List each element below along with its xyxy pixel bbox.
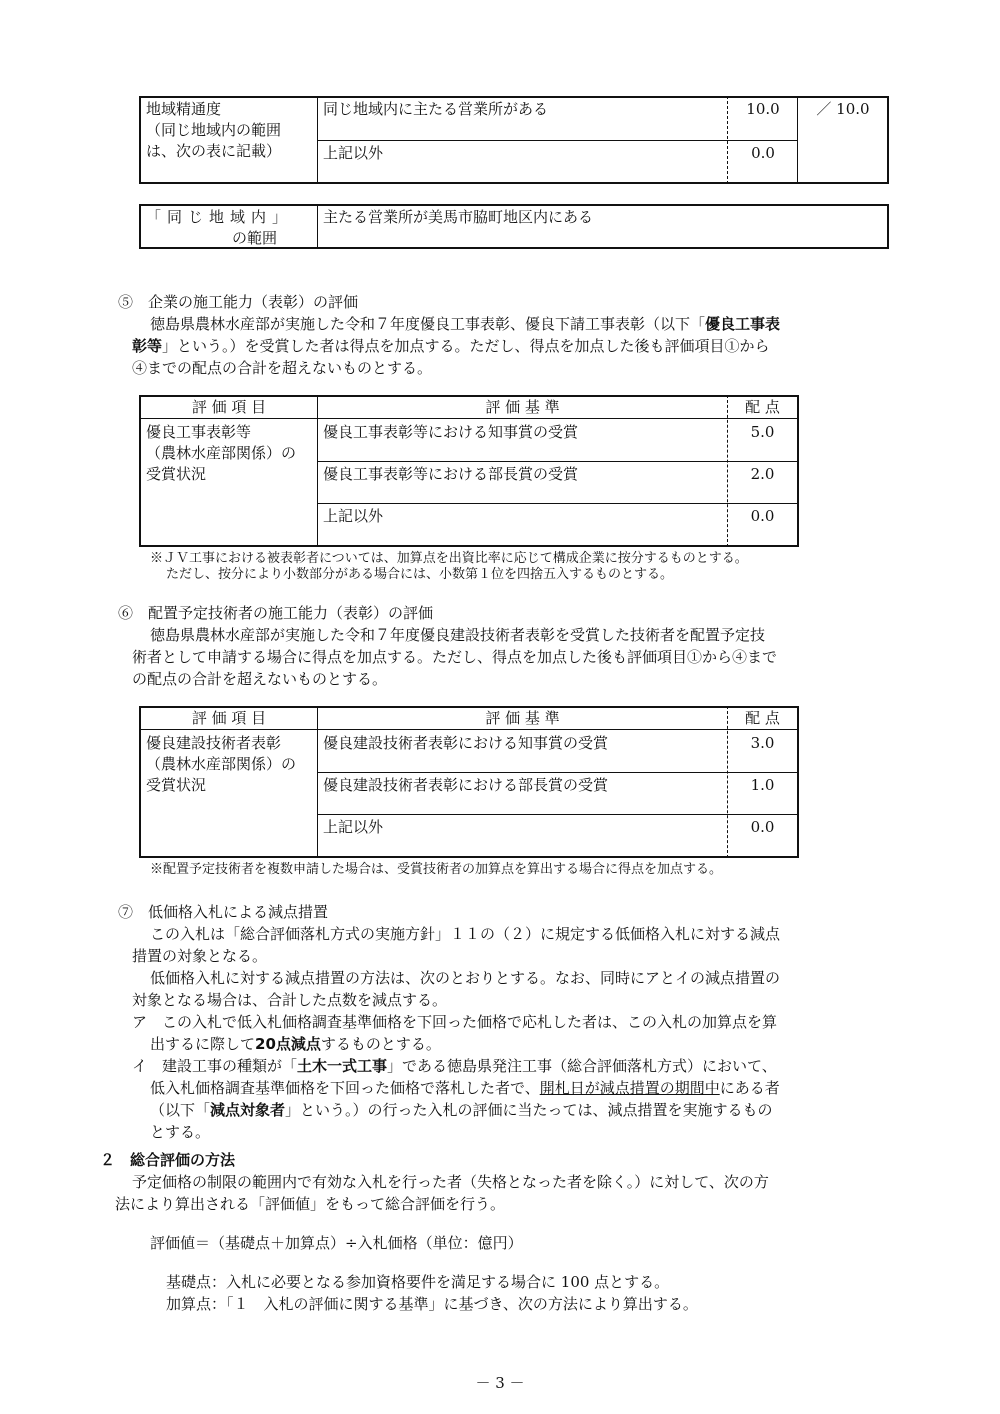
engineer-item-line3: 受賞状況 bbox=[146, 776, 207, 794]
award-item-line2: （農林水産部関係）の bbox=[146, 444, 297, 462]
range-label-line1: 「同じ地域内」 bbox=[146, 208, 294, 226]
engineer-item-line2: （農林水産部関係）の bbox=[146, 755, 297, 773]
engineer-points-3: 0.0 bbox=[750, 818, 775, 836]
region-max: ／ 10.0 bbox=[816, 100, 870, 118]
section6-note: ※配置予定技術者を複数申請した場合は、受賞技術者の加算点を算出する場合に得点を加点する。 bbox=[150, 862, 723, 877]
section7-item-a-line1: ア この入札で低入札価格調査基準価格を下回った価格で応札した者は、この入札の加算点を算 bbox=[132, 1013, 778, 1031]
range-label-line2: の範囲 bbox=[232, 229, 278, 247]
section2-para-line2: 法により算出される「評価値」をもって総合評価を行う。 bbox=[115, 1195, 506, 1213]
award-criterion-1: 優良工事表彰等における知事賞の受賞 bbox=[323, 423, 579, 441]
award-criterion-2: 優良工事表彰等における部長賞の受賞 bbox=[323, 465, 579, 483]
section7-para-line2: 措置の対象となる。 bbox=[132, 947, 268, 965]
section6-para-line2: 術者として申請する場合に得点を加点する。ただし、得点を加点した後も評価項目①から④まで bbox=[132, 648, 778, 666]
region-criterion-2: 上記以外 bbox=[323, 144, 384, 162]
engineer-header-criterion: 評 価 基 準 bbox=[485, 709, 560, 727]
region-criterion-1: 同じ地域内に主たる営業所がある bbox=[323, 100, 549, 118]
award-points-2: 2.0 bbox=[750, 465, 775, 483]
section7-item-a-line2: 出するに際して20点減点するものとする。 bbox=[150, 1035, 441, 1053]
engineer-points-2: 1.0 bbox=[750, 776, 775, 794]
section7-item-b-line1: イ 建設工事の種類が「土木一式工事」である徳島県発注工事（総合評価落札方式）において、 bbox=[132, 1057, 777, 1075]
engineer-header-points: 配 点 bbox=[745, 709, 780, 727]
section5-para-line1: 徳島県農林水産部が実施した令和７年度優良工事表彰、優良下請工事表彰（以下「優良工事表 bbox=[150, 315, 781, 333]
section2-para-line1: 予定価格の制限の範囲内で有効な入札を行った者（失格となった者を除く。）に対して、次の方 bbox=[132, 1173, 769, 1191]
award-header-item: 評 価 項 目 bbox=[191, 398, 267, 416]
section7-para-line1: この入札は「総合評価落札方式の実施方針」１１の（２）に規定する低価格入札に対する減点 bbox=[150, 925, 781, 943]
award-criterion-3: 上記以外 bbox=[323, 507, 384, 525]
section5-para-line3: ④までの配点の合計を超えないものとする。 bbox=[132, 359, 433, 377]
engineer-points-1: 3.0 bbox=[750, 734, 775, 752]
award-points-3: 0.0 bbox=[750, 507, 775, 525]
section5-heading: ⑤ 企業の施工能力（表彰）の評価 bbox=[118, 293, 359, 311]
region-points-2: 0.0 bbox=[751, 144, 775, 162]
section7-para-line4: 対象となる場合は、合計した点数を減点する。 bbox=[132, 991, 448, 1009]
page-number: － 3 － bbox=[475, 1374, 525, 1392]
section2-formula: 評価値＝（基礎点＋加算点）÷入札価格（単位：億円） bbox=[150, 1234, 523, 1252]
section7-item-b-line3: （以下「減点対象者」という。）の行った入札の評価に当たっては、減点措置を実施するもの bbox=[150, 1101, 773, 1119]
engineer-header-item: 評 価 項 目 bbox=[191, 709, 267, 727]
section2-add-point: 加算点：「１ 入札の評価に関する基準」に基づき、次の方法により算出する。 bbox=[166, 1295, 698, 1313]
section6-para-line3: の配点の合計を超えないものとする。 bbox=[132, 670, 388, 688]
engineer-criterion-3: 上記以外 bbox=[323, 818, 384, 836]
section6-para-line1: 徳島県農林水産部が実施した令和７年度優良建設技術者表彰を受賞した技術者を配置予定技 bbox=[150, 626, 766, 644]
section7-para-line3: 低価格入札に対する減点措置の方法は、次のとおりとする。なお、同時にアとイの減点措置の bbox=[150, 969, 781, 987]
award-item-line3: 受賞状況 bbox=[146, 465, 207, 483]
section7-item-b-line4: とする。 bbox=[150, 1123, 211, 1141]
engineer-criterion-1: 優良建設技術者表彰における知事賞の受賞 bbox=[323, 734, 609, 752]
engineer-criterion-2: 優良建設技術者表彰における部長賞の受賞 bbox=[323, 776, 609, 794]
region-item-line2: （同じ地域内の範囲 bbox=[146, 121, 282, 139]
section5-note2: ただし、按分により小数部分がある場合には、小数第１位を四捨五入するものとする。 bbox=[166, 567, 674, 582]
section2-base-point: 基礎点：入札に必要となる参加資格要件を満足する場合に 100 点とする。 bbox=[166, 1273, 670, 1291]
section2-heading: ２ 総合評価の方法 bbox=[100, 1151, 236, 1169]
award-points-1: 5.0 bbox=[750, 423, 775, 441]
section6-heading: ⑥ 配置予定技術者の施工能力（表彰）の評価 bbox=[118, 604, 434, 622]
engineer-item-line1: 優良建設技術者表彰 bbox=[146, 734, 282, 752]
section7-heading: ⑦ 低価格入札による減点措置 bbox=[118, 903, 329, 921]
section5-para-line2: 彰等」という。）を受賞した者は得点を加点する。ただし、得点を加点した後も評価項目①から bbox=[132, 337, 770, 355]
region-item-line3: は、次の表に記載） bbox=[146, 142, 282, 160]
award-header-points: 配 点 bbox=[745, 398, 780, 416]
region-points-1: 10.0 bbox=[746, 100, 780, 118]
region-item-line1: 地域精通度 bbox=[146, 100, 222, 118]
section7-item-b-line2: 低入札価格調査基準価格を下回った価格で落札した者で、開札日が減点措置の期間中にある者 bbox=[150, 1079, 780, 1097]
section5-note1: ※ＪＶ工事における被表彰者については、加算点を出資比率に応じて構成企業に按分するものとする。 bbox=[150, 551, 748, 566]
award-header-criterion: 評 価 基 準 bbox=[485, 398, 560, 416]
award-item-line1: 優良工事表彰等 bbox=[146, 423, 252, 441]
range-value: 主たる営業所が美馬市脇町地区内にある bbox=[323, 208, 594, 226]
